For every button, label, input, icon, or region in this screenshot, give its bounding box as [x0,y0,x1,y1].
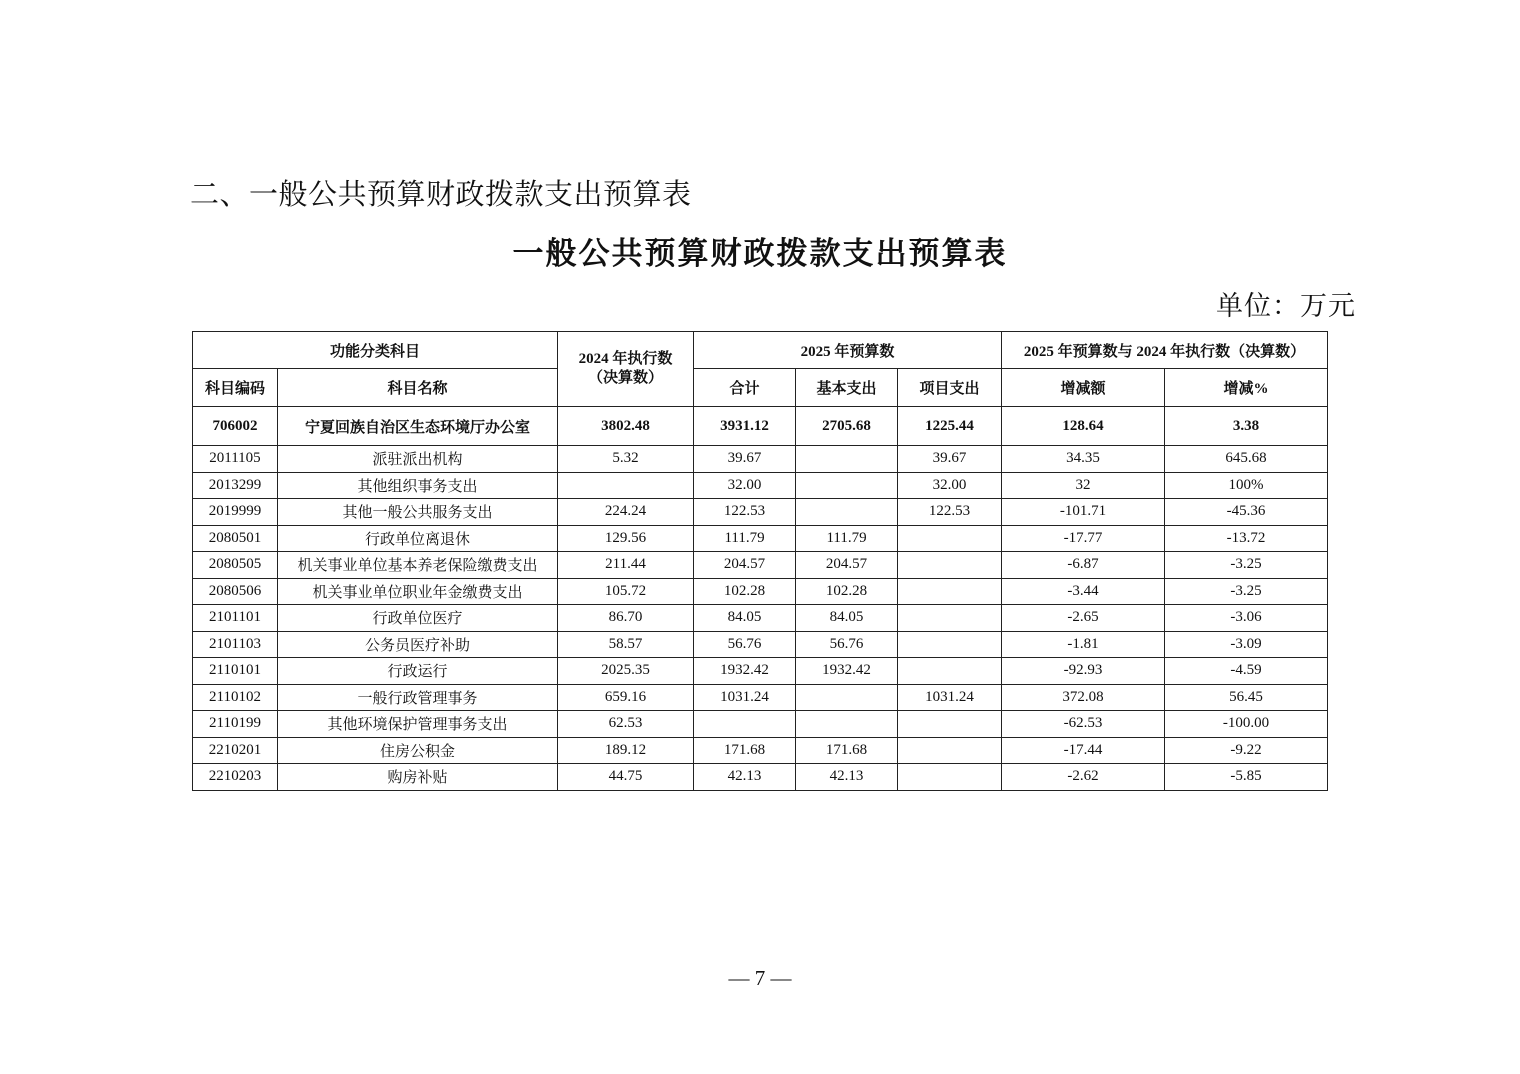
table-row [193,446,1328,473]
table-row [193,472,1328,499]
cell-change-pct: 645.68 [1165,446,1328,473]
cell-project: 39.67 [898,446,1002,473]
cell-project [898,737,1002,764]
cell-change-pct: -3.25 [1165,552,1328,579]
cell-total: 56.76 [694,631,796,658]
cell-change-pct: -100.00 [1165,711,1328,738]
header-exec-2024 [558,332,694,407]
cell-basic [796,499,898,526]
cell-code: 2110199 [193,711,278,738]
cell-change-amount: -2.62 [1002,764,1165,791]
cell-basic: 102.28 [796,578,898,605]
header-row-2 [193,369,1328,407]
cell-code: 2110102 [193,684,278,711]
cell-exec-2024: 3802.48 [558,407,694,446]
cell-exec-2024: 224.24 [558,499,694,526]
cell-basic: 171.68 [796,737,898,764]
cell-name: 其他组织事务支出 [278,472,558,499]
cell-project [898,764,1002,791]
cell-code: 2011105 [193,446,278,473]
table-row [193,737,1328,764]
cell-change-amount: -101.71 [1002,499,1165,526]
cell-change-amount: -62.53 [1002,711,1165,738]
cell-code: 706002 [193,407,278,446]
cell-basic [796,711,898,738]
table-row [193,711,1328,738]
cell-exec-2024: 129.56 [558,525,694,552]
cell-exec-2024: 105.72 [558,578,694,605]
total-row [193,407,1328,446]
cell-basic: 42.13 [796,764,898,791]
cell-exec-2024: 5.32 [558,446,694,473]
cell-total: 102.28 [694,578,796,605]
cell-exec-2024: 58.57 [558,631,694,658]
cell-name: 派驻派出机构 [278,446,558,473]
cell-project: 1225.44 [898,407,1002,446]
cell-name: 一般行政管理事务 [278,684,558,711]
cell-project: 1031.24 [898,684,1002,711]
table-row [193,578,1328,605]
cell-change-amount: 34.35 [1002,446,1165,473]
cell-basic: 1932.42 [796,658,898,685]
cell-name: 住房公积金 [278,737,558,764]
cell-change-pct: -3.06 [1165,605,1328,632]
cell-basic: 204.57 [796,552,898,579]
cell-change-amount: -92.93 [1002,658,1165,685]
cell-change-pct: -3.09 [1165,631,1328,658]
cell-change-pct: -9.22 [1165,737,1328,764]
cell-change-pct: 3.38 [1165,407,1328,446]
cell-basic [796,684,898,711]
cell-total: 1932.42 [694,658,796,685]
cell-code: 2210203 [193,764,278,791]
cell-name: 其他一般公共服务支出 [278,499,558,526]
cell-basic: 84.05 [796,605,898,632]
cell-total: 122.53 [694,499,796,526]
cell-project [898,711,1002,738]
cell-change-amount: -2.65 [1002,605,1165,632]
cell-exec-2024: 86.70 [558,605,694,632]
cell-exec-2024: 44.75 [558,764,694,791]
cell-change-pct: -5.85 [1165,764,1328,791]
cell-name: 购房补贴 [278,764,558,791]
header-change-pct: 增减% [1165,369,1328,407]
header-exec-2024-line1: 2024 年执行数 [578,351,673,367]
header-code: 科目编码 [193,369,278,407]
cell-exec-2024: 62.53 [558,711,694,738]
cell-total: 111.79 [694,525,796,552]
cell-exec-2024: 659.16 [558,684,694,711]
cell-name: 行政运行 [278,658,558,685]
table-row [193,499,1328,526]
header-change-amount: 增减额 [1002,369,1165,407]
unit-label: 单位：万元 [1216,291,1356,322]
cell-change-pct: -4.59 [1165,658,1328,685]
header-exec-2024-line2: （决算数） [588,370,664,386]
cell-name: 机关事业单位基本养老保险缴费支出 [278,552,558,579]
table-title: 一般公共预算财政拨款支出预算表 [512,236,1008,272]
section-heading: 二、一般公共预算财政拨款支出预算表 [190,177,692,211]
cell-basic [796,472,898,499]
cell-total: 39.67 [694,446,796,473]
header-row-1 [193,332,1328,369]
cell-total: 3931.12 [694,407,796,446]
header-comparison: 2025 年预算数与 2024 年执行数（决算数） [1002,332,1328,369]
cell-name: 机关事业单位职业年金缴费支出 [278,578,558,605]
cell-total: 171.68 [694,737,796,764]
cell-change-pct: -3.25 [1165,578,1328,605]
cell-change-pct: 56.45 [1165,684,1328,711]
cell-code: 2080505 [193,552,278,579]
cell-project [898,525,1002,552]
cell-total: 42.13 [694,764,796,791]
header-name: 科目名称 [278,369,558,407]
cell-code: 2110101 [193,658,278,685]
header-basic: 基本支出 [796,369,898,407]
cell-total: 204.57 [694,552,796,579]
cell-exec-2024: 189.12 [558,737,694,764]
cell-project [898,552,1002,579]
cell-change-amount: -17.77 [1002,525,1165,552]
cell-code: 2019999 [193,499,278,526]
cell-total: 32.00 [694,472,796,499]
cell-code: 2080506 [193,578,278,605]
cell-basic: 56.76 [796,631,898,658]
cell-change-amount: -1.81 [1002,631,1165,658]
cell-basic: 2705.68 [796,407,898,446]
cell-project: 122.53 [898,499,1002,526]
cell-exec-2024: 211.44 [558,552,694,579]
cell-code: 2013299 [193,472,278,499]
cell-change-pct: -45.36 [1165,499,1328,526]
budget-table [192,331,1328,791]
table-row [193,764,1328,791]
cell-change-amount: 372.08 [1002,684,1165,711]
cell-total: 84.05 [694,605,796,632]
cell-project [898,578,1002,605]
cell-change-amount: -6.87 [1002,552,1165,579]
cell-change-amount: -3.44 [1002,578,1165,605]
cell-project: 32.00 [898,472,1002,499]
table-row [193,605,1328,632]
cell-change-amount: -17.44 [1002,737,1165,764]
cell-total: 1031.24 [694,684,796,711]
cell-change-pct: 100% [1165,472,1328,499]
cell-code: 2101101 [193,605,278,632]
cell-name: 宁夏回族自治区生态环境厅办公室 [278,407,558,446]
header-budget-2025: 2025 年预算数 [694,332,1002,369]
table-row [193,658,1328,685]
cell-name: 行政单位医疗 [278,605,558,632]
header-functional-category: 功能分类科目 [193,332,558,369]
cell-name: 公务员医疗补助 [278,631,558,658]
cell-change-amount: 128.64 [1002,407,1165,446]
cell-name: 其他环境保护管理事务支出 [278,711,558,738]
header-project: 项目支出 [898,369,1002,407]
cell-project [898,605,1002,632]
cell-change-pct: -13.72 [1165,525,1328,552]
cell-basic: 111.79 [796,525,898,552]
table-row [193,525,1328,552]
cell-code: 2210201 [193,737,278,764]
cell-name: 行政单位离退休 [278,525,558,552]
cell-exec-2024: 2025.35 [558,658,694,685]
cell-project [898,658,1002,685]
cell-code: 2080501 [193,525,278,552]
page-number: — 7 — [728,966,792,990]
header-total: 合计 [694,369,796,407]
cell-change-amount: 32 [1002,472,1165,499]
cell-code: 2101103 [193,631,278,658]
cell-basic [796,446,898,473]
cell-total [694,711,796,738]
table-row [193,684,1328,711]
table-row [193,552,1328,579]
cell-project [898,631,1002,658]
cell-exec-2024 [558,472,694,499]
table-row [193,631,1328,658]
